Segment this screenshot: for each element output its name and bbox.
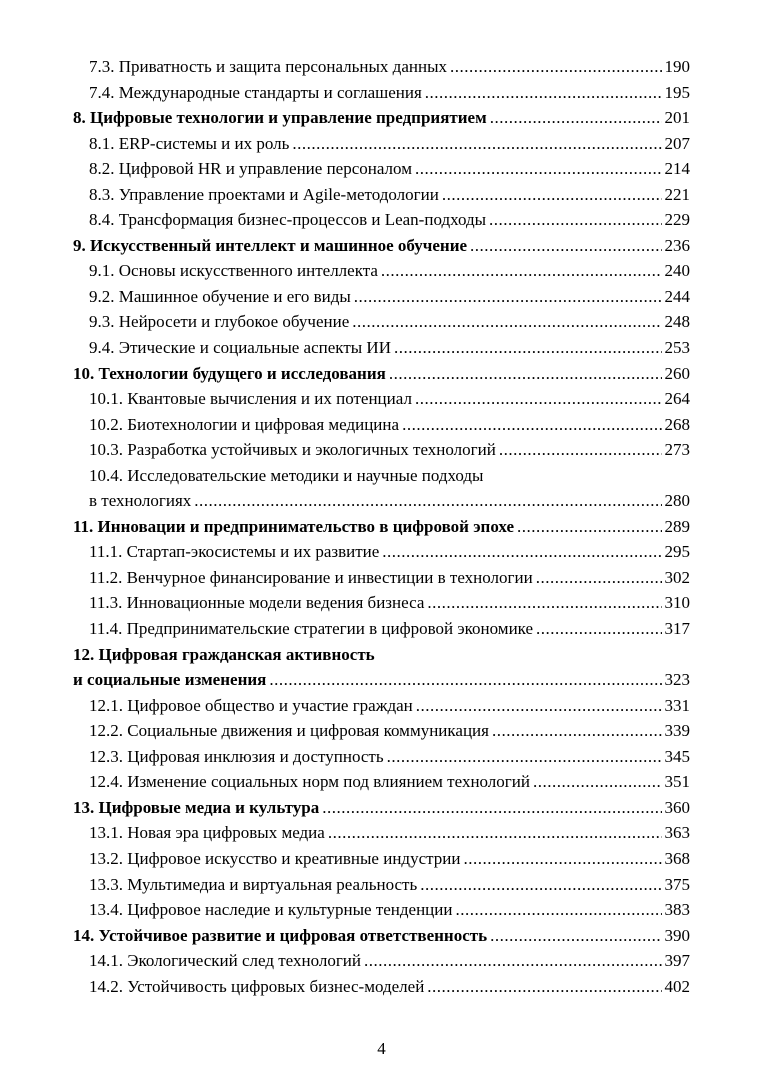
toc-page-number: 221 bbox=[664, 184, 690, 204]
toc-dot-leader bbox=[322, 795, 661, 821]
toc-page-number: 190 bbox=[664, 57, 690, 76]
toc-dot-leader bbox=[499, 437, 662, 463]
toc-section-entry bbox=[73, 872, 690, 898]
toc-entry-title: 13.4. Цифровое наследие и культурные тенденции bbox=[89, 900, 453, 920]
toc-dot-leader bbox=[517, 514, 661, 540]
toc-section-entry bbox=[73, 437, 690, 463]
toc-dot-leader bbox=[492, 718, 662, 744]
toc-page-number: 240 bbox=[664, 261, 690, 281]
toc-page-number: 295 bbox=[664, 542, 690, 562]
toc-entry-title: 9.4. Этические и социальные аспекты ИИ bbox=[89, 338, 391, 358]
toc-page-number: 375 bbox=[664, 874, 690, 894]
toc-dot-leader bbox=[463, 846, 661, 872]
toc-page-number: 273 bbox=[664, 440, 690, 460]
toc-chapter-entry bbox=[73, 514, 690, 540]
toc-section-entry bbox=[73, 565, 690, 591]
toc-entry-title: 9.3. Нейросети и глубокое обучение bbox=[89, 312, 350, 332]
toc-page-number: 244 bbox=[664, 286, 690, 306]
toc-section-entry bbox=[73, 386, 690, 412]
toc-page-number: 280 bbox=[664, 491, 690, 511]
toc-dot-leader bbox=[489, 207, 661, 233]
toc-entry-title: 13.1. Новая эра цифровых медиа bbox=[89, 823, 325, 843]
toc-entry-title-continuation: и социальные изменения bbox=[73, 670, 267, 690]
toc-entry-title: 12.3. Цифровая инклюзия и доступность bbox=[89, 746, 384, 766]
toc-page-number: 368 bbox=[664, 848, 690, 868]
toc-page-number: 402 bbox=[664, 976, 690, 996]
toc-section-entry bbox=[73, 897, 690, 923]
toc-entry-title: 9.2. Машинное обучение и его виды bbox=[89, 286, 351, 306]
toc-section-entry bbox=[73, 207, 690, 233]
toc-dot-leader bbox=[389, 361, 662, 387]
toc-entry-title: 12.2. Социальные движения и цифровая коммуникация bbox=[89, 721, 489, 741]
toc-entry-title: 10. Технологии будущего и исследования bbox=[73, 363, 386, 383]
toc-entry-title: 14. Устойчивое развитие и цифровая ответственность bbox=[73, 925, 488, 945]
toc-section-entry bbox=[73, 463, 690, 514]
toc-section-entry bbox=[73, 769, 690, 795]
toc-dot-leader bbox=[490, 105, 662, 131]
toc-entry-title: 13.2. Цифровое искусство и креативные индустрии bbox=[89, 848, 461, 868]
toc-entry-title: 7.4. Международные стандарты и соглашения bbox=[89, 82, 422, 102]
toc-page-number: 195 bbox=[664, 82, 690, 102]
toc-entry-title: 11.1. Стартап-экосистемы и их развитие bbox=[89, 542, 380, 562]
toc-page-number: 289 bbox=[664, 516, 690, 536]
toc-page-number: 397 bbox=[664, 951, 690, 971]
toc-section-entry bbox=[73, 335, 690, 361]
toc-chapter-entry bbox=[73, 105, 690, 131]
toc-entry-title: 12.4. Изменение социальных норм под влиянием технологий bbox=[89, 772, 530, 792]
toc-chapter-entry bbox=[73, 361, 690, 387]
toc-page-number: 360 bbox=[664, 797, 690, 817]
toc-dot-leader bbox=[387, 744, 662, 770]
toc-dot-leader bbox=[381, 258, 662, 284]
toc-entry-title: 9.1. Основы искусственного интеллекта bbox=[89, 261, 378, 281]
toc-dot-leader bbox=[533, 769, 662, 795]
toc-page-number: 214 bbox=[664, 159, 690, 179]
toc-section-entry bbox=[73, 284, 690, 310]
toc-page-number: 339 bbox=[664, 721, 690, 741]
toc-page-number: 317 bbox=[664, 619, 690, 639]
toc-dot-leader bbox=[536, 565, 662, 591]
toc-dot-leader bbox=[450, 54, 662, 80]
toc-page-number: 383 bbox=[664, 900, 690, 920]
toc-dot-leader bbox=[490, 923, 661, 949]
toc-entry-title: 11.3. Инновационные модели ведения бизнеса bbox=[89, 593, 425, 613]
toc-entry-title: 10.1. Квантовые вычисления и их потенциал bbox=[89, 389, 412, 409]
toc-page-number: 260 bbox=[664, 363, 690, 383]
table-of-contents bbox=[73, 54, 690, 999]
toc-section-entry bbox=[73, 718, 690, 744]
toc-dot-leader bbox=[427, 974, 661, 1000]
toc-entry-title: 8.2. Цифровой HR и управление персоналом bbox=[89, 159, 412, 179]
toc-page-number: 331 bbox=[664, 695, 690, 715]
toc-dot-leader bbox=[427, 590, 661, 616]
toc-section-entry bbox=[73, 156, 690, 182]
toc-chapter-entry bbox=[73, 233, 690, 259]
toc-dot-leader bbox=[420, 872, 661, 898]
toc-page-number: 248 bbox=[664, 312, 690, 332]
toc-entry-title-continuation: в технологиях bbox=[89, 491, 192, 511]
toc-section-entry bbox=[73, 590, 690, 616]
toc-entry-title: 8.3. Управление проектами и Agile-методологии bbox=[89, 184, 439, 204]
toc-entry-title: 8.1. ERP-системы и их роль bbox=[89, 133, 290, 153]
toc-page-number: 345 bbox=[664, 746, 690, 766]
toc-section-entry bbox=[73, 974, 690, 1000]
toc-section-entry bbox=[73, 54, 690, 80]
toc-dot-leader bbox=[292, 131, 661, 157]
toc-dot-leader bbox=[364, 948, 662, 974]
toc-dot-leader bbox=[352, 309, 661, 335]
toc-entry-title: 14.1. Экологический след технологий bbox=[89, 951, 361, 971]
toc-page-number: 207 bbox=[664, 133, 690, 153]
toc-dot-leader bbox=[416, 693, 662, 719]
toc-dot-leader bbox=[470, 233, 661, 259]
toc-page-number: 229 bbox=[664, 210, 690, 230]
toc-section-entry bbox=[73, 258, 690, 284]
toc-section-entry bbox=[73, 693, 690, 719]
toc-entry-title: 8.4. Трансформация бизнес-процессов и Lean-подходы bbox=[89, 210, 487, 230]
toc-dot-leader bbox=[382, 539, 661, 565]
toc-section-entry bbox=[73, 131, 690, 157]
toc-entry-title: 13.3. Мультимедиа и виртуальная реальность bbox=[89, 874, 418, 894]
toc-dot-leader bbox=[425, 80, 662, 106]
toc-entry-title: 10.3. Разработка устойчивых и экологичных технологий bbox=[89, 440, 496, 460]
toc-entry-title: 11.4. Предпринимательские стратегии в цифровой экономике bbox=[89, 619, 534, 639]
toc-dot-leader bbox=[415, 156, 662, 182]
toc-section-entry bbox=[73, 820, 690, 846]
toc-entry-title: 11.2. Венчурное финансирование и инвестиции в технологии bbox=[89, 567, 533, 587]
toc-section-entry bbox=[73, 744, 690, 770]
toc-entry-title: 7.3. Приватность и защита персональных данных bbox=[89, 57, 447, 76]
toc-dot-leader bbox=[328, 820, 662, 846]
toc-page-number: 310 bbox=[664, 593, 690, 613]
toc-chapter-entry bbox=[73, 642, 690, 693]
toc-entry-title: 10.2. Биотехнологии и цифровая медицина bbox=[89, 414, 400, 434]
toc-page-number: 302 bbox=[664, 567, 690, 587]
toc-page-number: 264 bbox=[664, 389, 690, 409]
toc-dot-leader bbox=[442, 182, 662, 208]
toc-dot-leader bbox=[402, 412, 661, 438]
toc-page-number: 268 bbox=[664, 414, 690, 434]
toc-chapter-entry bbox=[73, 923, 690, 949]
toc-entry-title: 12. Цифровая гражданская активность bbox=[73, 644, 375, 664]
toc-entry-title: 8. Цифровые технологии и управление предприятием bbox=[73, 108, 487, 128]
toc-page-number: 236 bbox=[664, 235, 690, 255]
toc-section-entry bbox=[73, 846, 690, 872]
toc-section-entry bbox=[73, 309, 690, 335]
toc-section-entry bbox=[73, 539, 690, 565]
toc-page-number: 390 bbox=[664, 925, 690, 945]
toc-section-entry bbox=[73, 80, 690, 106]
toc-entry-title: 9. Искусственный интеллект и машинное обучение bbox=[73, 235, 468, 255]
page-number: 4 bbox=[377, 1039, 386, 1058]
toc-page-number: 323 bbox=[664, 670, 690, 690]
toc-dot-leader bbox=[354, 284, 662, 310]
toc-chapter-entry bbox=[73, 795, 690, 821]
toc-entry-title: 14.2. Устойчивость цифровых бизнес-моделей bbox=[89, 976, 425, 996]
toc-dot-leader bbox=[194, 488, 661, 514]
toc-entry-title: 10.4. Исследовательские методики и научные подходы bbox=[89, 465, 484, 485]
toc-entry-title: 13. Цифровые медиа и культура bbox=[73, 797, 320, 817]
toc-section-entry bbox=[73, 182, 690, 208]
toc-section-entry bbox=[73, 616, 690, 642]
toc-dot-leader bbox=[536, 616, 661, 642]
toc-page-number: 351 bbox=[664, 772, 690, 792]
toc-entry-title: 11. Инновации и предпринимательство в цифровой эпохе bbox=[73, 516, 515, 536]
toc-dot-leader bbox=[394, 335, 662, 361]
toc-section-entry bbox=[73, 412, 690, 438]
toc-dot-leader bbox=[269, 667, 661, 693]
toc-page-number: 253 bbox=[664, 338, 690, 358]
toc-dot-leader bbox=[455, 897, 661, 923]
toc-page-number: 201 bbox=[664, 108, 690, 128]
toc-page-number: 363 bbox=[664, 823, 690, 843]
toc-entry-title: 12.1. Цифровое общество и участие граждан bbox=[89, 695, 413, 715]
toc-section-entry bbox=[73, 948, 690, 974]
toc-dot-leader bbox=[415, 386, 662, 412]
